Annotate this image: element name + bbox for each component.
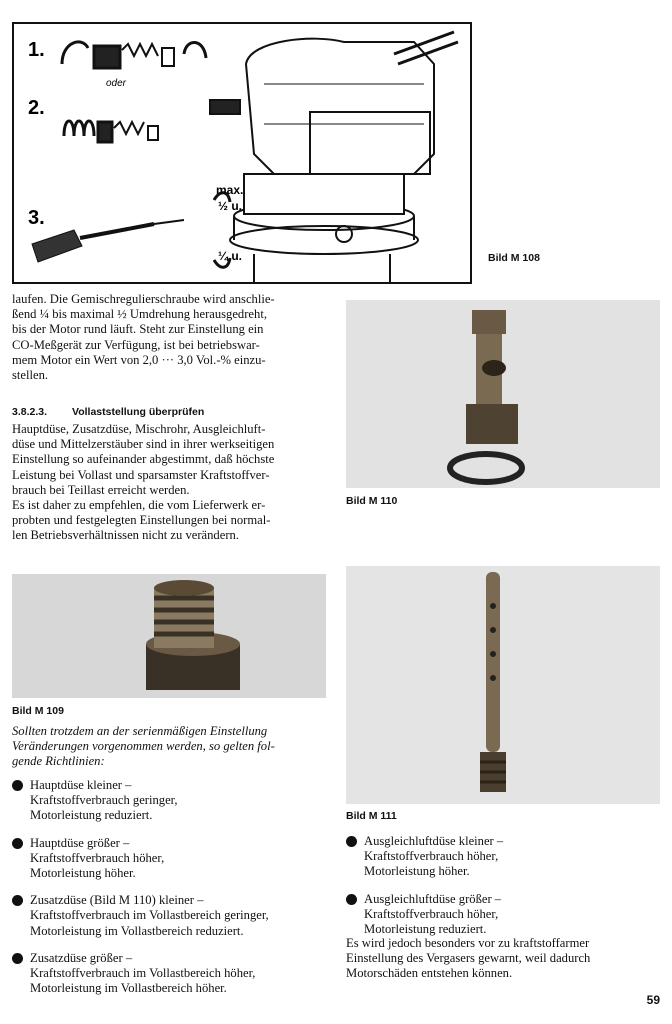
left-bullet-list	[12, 778, 332, 1008]
bullet-line: Motorleistung reduziert.	[30, 808, 153, 823]
bullet-line: Zusatzdüse (Bild M 110) kleiner –	[30, 893, 204, 908]
text-line: Sollten trotzdem an der serienmäßigen Einstellung	[12, 724, 268, 738]
list-item	[346, 892, 662, 938]
figure-m109-photo	[12, 574, 326, 698]
bullet-icon	[12, 895, 23, 906]
figure-m110-caption: Bild M 110	[346, 495, 398, 507]
bullet-line: Motorleistung reduziert.	[364, 922, 487, 937]
text-line: Es ist daher zu empfehlen, die vom Lieferwerk er-	[12, 498, 266, 512]
text-line: gende Richtlinien:	[12, 754, 105, 769]
text-line: mem Motor ein Wert von 2,0 ··· 3,0 Vol.-% einzu-	[12, 352, 266, 367]
section-number: 3.8.2.3.	[12, 406, 48, 418]
section-heading	[12, 406, 204, 418]
list-item	[12, 893, 332, 939]
text-line: Einstellung des Vergasers gewarnt, weil dadurch	[346, 951, 591, 966]
bullet-line: Kraftstoffverbrauch höher,	[30, 850, 165, 865]
intro-paragraph	[12, 292, 328, 383]
text-line: Leistung bei Vollast und sparsamster Kraftstoffver-	[12, 467, 270, 482]
step-2-screw-icon	[64, 121, 158, 142]
text-line: laufen. Die Gemischregulierschraube wird anschlie-	[12, 292, 275, 306]
figure-m109-caption: Bild M 109	[12, 705, 64, 717]
section-paragraph-1	[12, 422, 328, 498]
text-line: bis der Motor rund läuft. Steht zur Einstellung ein	[12, 322, 264, 337]
bullet-icon	[12, 953, 23, 964]
or-label: oder	[106, 78, 127, 89]
bullet-line: Ausgleichluftdüse größer –	[364, 891, 502, 906]
bullet-line: Motorleistung höher.	[364, 864, 470, 879]
right-bullet-list	[346, 834, 662, 949]
bullet-line: Ausgleichluftdüse kleiner –	[364, 834, 504, 848]
min-fraction-label: ¼ u.	[218, 249, 243, 263]
list-item	[12, 836, 332, 882]
main-jet-photo	[346, 300, 660, 488]
bullet-line: Kraftstoffverbrauch geringer,	[30, 793, 178, 808]
text-line: brauch bei Teillast erreicht werden.	[12, 482, 190, 497]
text-line: len Betriebsverhältnissen nicht zu verändern.	[12, 528, 239, 543]
text-line: Veränderungen vorgenommen werden, so gelten fol-	[12, 739, 275, 754]
list-item	[12, 778, 332, 824]
page-number: 59	[646, 993, 660, 1007]
bullet-line: Kraftstoffverbrauch höher,	[364, 906, 499, 921]
figure-m108-illustration	[12, 22, 472, 284]
text-line: düse und Mittelzerstäuber sind in ihrer werkseitigen	[12, 437, 275, 452]
text-line: CO-Meßgerät zur Verfügung, ist bei betriebswar-	[12, 337, 260, 352]
guidelines-intro	[12, 724, 328, 770]
max-label: max.	[216, 183, 244, 197]
screwdriver-icon	[32, 193, 230, 268]
bullet-line: Motorleistung höher.	[30, 866, 136, 881]
figure-m111-photo	[346, 566, 660, 804]
auxiliary-jet-photo	[12, 574, 326, 698]
section-paragraph-2	[12, 498, 328, 544]
text-line: Hauptdüse, Zusatzdüse, Mischrohr, Ausgleichluft-	[12, 422, 266, 436]
bullet-line: Motorleistung im Vollastbereich höher.	[30, 981, 227, 996]
text-line: Es wird jedoch besonders vor zu kraftstoffarmer	[346, 936, 590, 950]
step-1-screw-icon	[62, 42, 206, 68]
bullet-icon	[346, 836, 357, 847]
step-3-label: 3.	[28, 207, 45, 229]
carburetor-body	[210, 32, 458, 282]
bullet-icon	[12, 780, 23, 791]
figure-m111-caption: Bild M 111	[346, 810, 397, 822]
bullet-line: Zusatzdüse größer –	[30, 950, 133, 965]
bullet-line: Kraftstoffverbrauch im Vollastbereich geringer,	[30, 908, 269, 923]
bullet-line: Motorleistung im Vollastbereich reduziert.	[30, 923, 244, 938]
text-line: probten und festgelegten Einstellungen bei normal-	[12, 513, 271, 528]
text-line: stellen.	[12, 368, 49, 383]
figure-m110-photo	[346, 300, 660, 488]
bullet-line: Kraftstoffverbrauch im Vollastbereich höher,	[30, 966, 256, 981]
step-2-label: 2.	[28, 97, 45, 119]
carburetor-adjustment-drawing	[14, 24, 470, 282]
max-fraction-label: ½ u.	[218, 199, 243, 213]
bullet-line: Kraftstoffverbrauch höher,	[364, 849, 499, 864]
list-item	[346, 834, 662, 880]
text-line: ßend ¼ bis maximal ½ Umdrehung herausgedreht,	[12, 307, 267, 322]
closing-paragraph	[346, 936, 662, 982]
bullet-icon	[12, 838, 23, 849]
bullet-icon	[346, 894, 357, 905]
bullet-line: Hauptdüse größer –	[30, 835, 130, 850]
text-line: Motorschäden entstehen können.	[346, 966, 513, 981]
step-1-label: 1.	[28, 39, 45, 61]
bullet-line: Hauptdüse kleiner –	[30, 778, 132, 792]
text-line: Einstellung so aufeinander abgestimmt, daß höchste	[12, 452, 275, 467]
list-item	[12, 951, 332, 997]
section-title: Vollaststellung überprüfen	[72, 406, 205, 418]
figure-m108-caption: Bild M 108	[488, 252, 540, 264]
mixing-tube-photo	[346, 566, 660, 804]
